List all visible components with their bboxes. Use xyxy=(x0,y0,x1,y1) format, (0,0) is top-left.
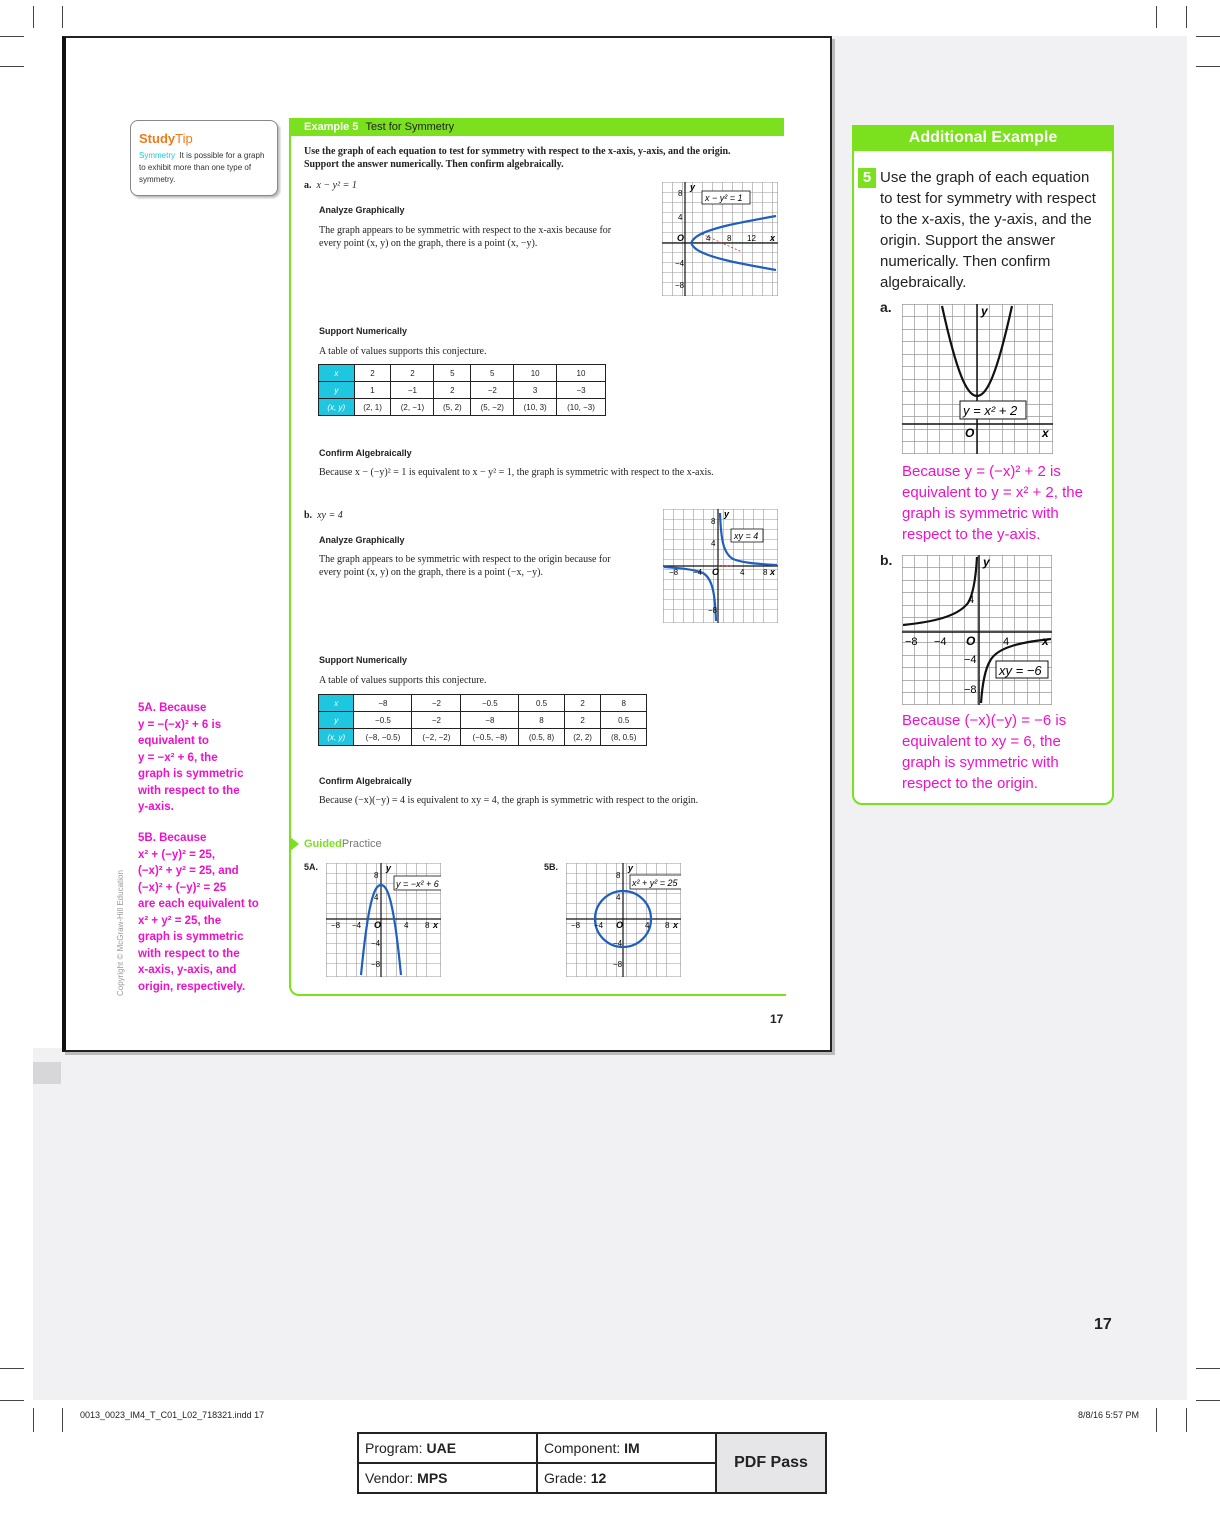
additional-a-answer xyxy=(902,461,1083,545)
graph-add-a-y-label: y xyxy=(981,304,988,318)
outer-page-number: 17 xyxy=(1094,1316,1112,1333)
answer-5a xyxy=(138,700,243,816)
graph-b-tick-x8: 8 xyxy=(763,568,768,577)
graph-add-b-x-label: x xyxy=(1042,634,1049,648)
table-cell: 2 xyxy=(354,365,391,382)
answer-line: equivalent to xy = 6, the xyxy=(902,733,1061,750)
text-line: to the x-axis, the y-axis, and the xyxy=(880,211,1092,228)
crop-mark xyxy=(1156,1408,1157,1432)
graph-a-tick-x4: 4 xyxy=(706,234,711,243)
answer-line: Because (−x)(−y) = −6 is xyxy=(902,712,1067,729)
additional-a-label: a. xyxy=(880,299,892,315)
table-cell: (5, 2) xyxy=(434,399,471,416)
text-line: numerically. Then confirm xyxy=(880,253,1051,270)
answer-line: respect to the y-axis. xyxy=(902,526,1041,543)
graph-5b-tick-xm4: −4 xyxy=(594,921,604,930)
answer-line: (−x)² + y² = 25, and xyxy=(138,865,239,877)
component-label: Component: xyxy=(544,1440,621,1456)
part-a-support-text: A table of values supports this conjecture. xyxy=(319,346,487,357)
graph-add-b xyxy=(902,555,1052,705)
answer-line: y = −(−x)² + 6 is xyxy=(138,718,222,731)
graph-a-y-label: y xyxy=(690,182,696,192)
graph-a-tick-x8: 8 xyxy=(727,234,732,243)
graph-b-tick-xm4: −4 xyxy=(693,568,703,577)
table-cell: (−2, −2) xyxy=(412,729,461,746)
answer-line: 5B. Because xyxy=(138,832,207,844)
practice-5b-label: 5B. xyxy=(544,862,559,872)
part-b-support-head: Support Numerically xyxy=(319,655,408,665)
graph-5a-tick-y8: 8 xyxy=(374,871,379,880)
table-header: (x, y) xyxy=(319,399,355,416)
graph-5b-x-label: x xyxy=(673,920,679,930)
vendor-label: Vendor: xyxy=(365,1470,414,1486)
answer-line: with respect to the xyxy=(138,947,240,960)
table-cell: 10 xyxy=(557,365,606,382)
table-cell: 2 xyxy=(564,712,601,729)
graph-5a-tick-x8: 8 xyxy=(425,921,430,930)
table-cell: 5 xyxy=(471,365,514,382)
part-a-table xyxy=(318,364,606,416)
table-cell: −2 xyxy=(412,695,461,712)
graph-add-a xyxy=(902,304,1053,454)
table-cell: (−8, −0.5) xyxy=(354,729,412,746)
study-tip-title-rest: Tip xyxy=(175,131,193,146)
text-line: Use the graph of each equation xyxy=(880,169,1090,186)
crop-mark xyxy=(33,6,34,28)
graph-5b-tick-ym4: −4 xyxy=(613,939,623,948)
graph-add-b-y-label: y xyxy=(983,555,990,569)
part-b-support-text: A table of values supports this conjecture. xyxy=(319,675,487,686)
grade-value: 12 xyxy=(590,1470,607,1486)
part-b-equation: xy = 4 xyxy=(317,510,343,521)
example-title: Test for Symmetry xyxy=(365,121,455,133)
graph-add-b-tick-y4: 4 xyxy=(968,594,975,606)
answer-line: Because y = (−x)² + 2 is xyxy=(902,463,1061,480)
part-a-analyze-text: The graph appears to be symmetric with respect to the x-axis because for every point (x, y) on the graph, there is a point (x, −y). xyxy=(319,225,612,249)
graph-5b xyxy=(566,863,681,977)
additional-b-label: b. xyxy=(880,552,893,568)
text-line: algebraically. xyxy=(880,274,967,291)
table-header: y xyxy=(319,382,355,399)
table-cell: (2, 1) xyxy=(354,399,391,416)
table-cell: (5, −2) xyxy=(471,399,514,416)
example-intro: Use the graph of each equation to test for symmetry with respect to the x-axis, y-axis, and the origin. Support the answer numerically. Then confirm algebraically. xyxy=(304,146,731,170)
table-cell: (2, −1) xyxy=(391,399,434,416)
graph-b-tick-xm8: −8 xyxy=(669,568,679,577)
table-cell: (0.5, 8) xyxy=(519,729,565,746)
graph-5a-tick-xm4: −4 xyxy=(352,921,362,930)
guided-bold: Guided xyxy=(304,838,342,850)
graph-a-tick-ym4: −4 xyxy=(675,259,685,268)
copyright-notice: Copyright © McGraw-Hill Education xyxy=(116,870,125,996)
graph-5b-tick-y4: 4 xyxy=(616,893,621,902)
graph-5a-x-label: x xyxy=(433,920,439,930)
graph-5b-tick-ym8: −8 xyxy=(613,960,623,969)
production-info-table xyxy=(357,1432,827,1494)
graph-5b-tick-x8: 8 xyxy=(665,921,670,930)
graph-b-tick-x4: 4 xyxy=(740,568,745,577)
part-a-support-head: Support Numerically xyxy=(319,326,408,336)
graph-5b-origin: O xyxy=(616,920,624,930)
graph-add-a-origin: O xyxy=(965,426,975,440)
graph-add-b-label: xy = −6 xyxy=(999,663,1042,678)
crop-mark xyxy=(0,1368,24,1369)
part-a-confirm-head: Confirm Algebraically xyxy=(319,448,412,458)
graph-b-label: xy = 4 xyxy=(734,531,759,541)
graph-5a xyxy=(326,863,441,977)
graph-add-b-tick-ym8: −8 xyxy=(964,684,977,696)
part-b-confirm-head: Confirm Algebraically xyxy=(319,776,412,786)
binding-strip xyxy=(33,36,63,1048)
graph-a-label: x − y² = 1 xyxy=(705,193,743,203)
crop-mark xyxy=(1156,6,1157,28)
crop-mark xyxy=(62,6,63,28)
graph-5a-label: y = −x² + 6 xyxy=(396,879,439,889)
graph-5b-tick-x4: 4 xyxy=(645,921,650,930)
table-cell: −8 xyxy=(354,695,412,712)
graph-5b-tick-xm8: −8 xyxy=(571,921,581,930)
answer-line: x² + y² = 25, the xyxy=(138,914,222,927)
answer-line: graph is symmetric xyxy=(138,931,244,943)
answer-line: equivalent to xyxy=(138,735,209,747)
page-number: 17 xyxy=(770,1012,784,1026)
table-header: x xyxy=(319,365,355,382)
crop-mark xyxy=(62,1408,63,1432)
date-slug: 8/8/16 5:57 PM xyxy=(1078,1410,1140,1420)
graph-add-b-origin: O xyxy=(966,634,976,648)
example-label: Example 5 xyxy=(304,121,359,133)
graph-b-origin: O xyxy=(712,567,720,577)
graph-a xyxy=(662,182,778,296)
study-tip xyxy=(130,120,278,196)
answer-5b xyxy=(138,830,259,995)
graph-a-tick-ym8: −8 xyxy=(675,281,685,290)
crop-mark xyxy=(1196,1368,1220,1369)
page-tab xyxy=(33,1062,61,1084)
additional-example-title: Additional Example xyxy=(852,125,1114,151)
crop-mark xyxy=(1186,6,1187,28)
graph-add-b-tick-ym4: −4 xyxy=(964,654,977,666)
answer-line: graph is symmetric with xyxy=(902,505,1059,522)
table-cell: 8 xyxy=(601,695,647,712)
example-header xyxy=(289,118,784,136)
table-cell: −0.5 xyxy=(461,695,519,712)
table-cell: −2 xyxy=(471,382,514,399)
answer-line: y = −x² + 6, the xyxy=(138,751,218,764)
study-tip-term: Symmetry xyxy=(139,151,175,160)
crop-mark xyxy=(1186,1408,1187,1432)
part-b-analyze-text: The graph appears to be symmetric with respect to the origin because for every point (x, y) on the graph, there is a point (−x, −y). xyxy=(319,554,611,578)
graph-5a-tick-x4: 4 xyxy=(404,921,409,930)
study-tip-title-bold: Study xyxy=(139,131,176,146)
table-cell: 5 xyxy=(434,365,471,382)
graph-a-x-label: x xyxy=(770,233,776,243)
graph-a-tick-x12: 12 xyxy=(747,234,756,243)
graph-5a-tick-ym8: −8 xyxy=(371,960,381,969)
table-cell: (−0.5, −8) xyxy=(461,729,519,746)
answer-line: origin, respectively. xyxy=(138,980,246,993)
table-cell: 0.5 xyxy=(601,712,647,729)
answer-line: are each equivalent to xyxy=(138,898,259,910)
text-line: origin. Support the answer xyxy=(880,232,1056,249)
graph-b-tick-ym8: −8 xyxy=(708,606,718,615)
table-cell: −3 xyxy=(557,382,606,399)
table-cell: 2 xyxy=(564,695,601,712)
answer-line: graph is symmetric with xyxy=(902,754,1059,771)
part-b-confirm-text: Because (−x)(−y) = 4 is equivalent to xy = 4, the graph is symmetric with respect to the origin. xyxy=(319,795,699,806)
answer-line: graph is symmetric xyxy=(138,768,244,780)
additional-example-text xyxy=(880,167,1096,293)
part-b-table xyxy=(318,694,647,746)
file-slug: 0013_0023_IM4_T_C01_L02_718321.indd 17 xyxy=(80,1410,265,1420)
guided-practice-heading xyxy=(304,838,382,850)
graph-add-a-label: y = x² + 2 xyxy=(963,403,1018,418)
guided-rest: Practice xyxy=(341,838,382,850)
table-cell: 2 xyxy=(391,365,434,382)
table-cell: (10, 3) xyxy=(514,399,557,416)
part-b-letter: b. xyxy=(304,510,313,521)
graph-add-b-grid xyxy=(902,555,1052,705)
table-cell: (2, 2) xyxy=(564,729,601,746)
study-tip-text: It is possible for a graph to exhibit more than one type of symmetry. xyxy=(139,151,265,184)
program-value: UAE xyxy=(426,1440,457,1456)
guided-practice-arrow-icon xyxy=(289,836,299,852)
graph-5a-origin: O xyxy=(374,920,382,930)
table-cell: 2 xyxy=(434,382,471,399)
crop-mark xyxy=(1196,36,1220,37)
graph-5a-tick-xm8: −8 xyxy=(331,921,341,930)
status-cell: PDF Pass xyxy=(716,1433,826,1493)
table-cell: −2 xyxy=(412,712,461,729)
graph-5b-label: x² + y² = 25 xyxy=(632,878,678,888)
table-cell: −8 xyxy=(461,712,519,729)
crop-mark xyxy=(0,66,24,67)
answer-line: with respect to the xyxy=(138,784,240,797)
graph-b-x-label: x xyxy=(770,567,776,577)
table-cell: (10, −3) xyxy=(557,399,606,416)
program-label: Program: xyxy=(365,1440,423,1456)
part-a-confirm-text: Because x − (−y)² = 1 is equivalent to x − y² = 1, the graph is symmetric with respect to the x-axis. xyxy=(319,467,714,478)
graph-add-b-tick-xm8: −8 xyxy=(905,636,918,648)
crop-mark xyxy=(1196,66,1220,67)
vendor-value: MPS xyxy=(417,1470,448,1486)
table-header: (x, y) xyxy=(319,729,354,746)
crop-mark xyxy=(1196,1400,1220,1401)
additional-example-number: 5 xyxy=(858,168,876,188)
graph-5b-tick-y8: 8 xyxy=(616,871,621,880)
part-a-equation: x − y² = 1 xyxy=(316,180,357,191)
text-line: to test for symmetry with respect xyxy=(880,190,1096,207)
table-cell: 1 xyxy=(354,382,391,399)
table-header: x xyxy=(319,695,354,712)
crop-mark xyxy=(33,1408,34,1432)
crop-mark xyxy=(0,36,24,37)
answer-line: 5A. Because xyxy=(138,702,207,714)
part-a-heading xyxy=(304,179,357,192)
graph-add-b-tick-x4: 4 xyxy=(1003,636,1010,648)
graph-a-tick-y8: 8 xyxy=(678,189,683,198)
table-cell: 3 xyxy=(514,382,557,399)
part-b-analyze-head: Analyze Graphically xyxy=(319,535,405,545)
graph-b-tick-y8: 8 xyxy=(711,517,716,526)
graph-5a-y-label: y xyxy=(386,863,392,873)
answer-line: (−x)² + (−y)² = 25 xyxy=(138,881,227,894)
table-cell: −0.5 xyxy=(354,712,412,729)
graph-a-origin: O xyxy=(677,233,685,243)
component-value: IM xyxy=(624,1440,640,1456)
answer-line: respect to the origin. xyxy=(902,775,1038,792)
table-header: y xyxy=(319,712,354,729)
answer-line: y-axis. xyxy=(138,801,174,813)
graph-b xyxy=(663,509,778,623)
answer-line: x-axis, y-axis, and xyxy=(138,964,237,976)
grade-label: Grade: xyxy=(544,1470,587,1486)
graph-add-b-tick-xm4: −4 xyxy=(934,636,947,648)
part-b-heading xyxy=(304,509,343,522)
practice-5a-label: 5A. xyxy=(304,862,319,872)
crop-mark xyxy=(0,1400,24,1401)
graph-add-a-x-label: x xyxy=(1042,426,1049,440)
part-a-analyze-head: Analyze Graphically xyxy=(319,205,405,215)
part-a-letter: a. xyxy=(304,180,312,191)
graph-b-y-label: y xyxy=(724,509,730,519)
table-cell: −1 xyxy=(391,382,434,399)
graph-5b-y-label: y xyxy=(628,863,634,873)
additional-b-answer xyxy=(902,710,1066,794)
table-cell: (8, 0.5) xyxy=(601,729,647,746)
graph-5a-tick-y4: 4 xyxy=(374,893,379,902)
graph-b-tick-y4: 4 xyxy=(711,539,716,548)
table-cell: 0.5 xyxy=(519,695,565,712)
graph-5a-tick-ym4: −4 xyxy=(371,939,381,948)
answer-line: equivalent to y = x² + 2, the xyxy=(902,484,1083,501)
table-cell: 10 xyxy=(514,365,557,382)
table-cell: 8 xyxy=(519,712,565,729)
answer-line: x² + (−y)² = 25, xyxy=(138,848,216,861)
graph-a-tick-y4: 4 xyxy=(678,213,683,222)
